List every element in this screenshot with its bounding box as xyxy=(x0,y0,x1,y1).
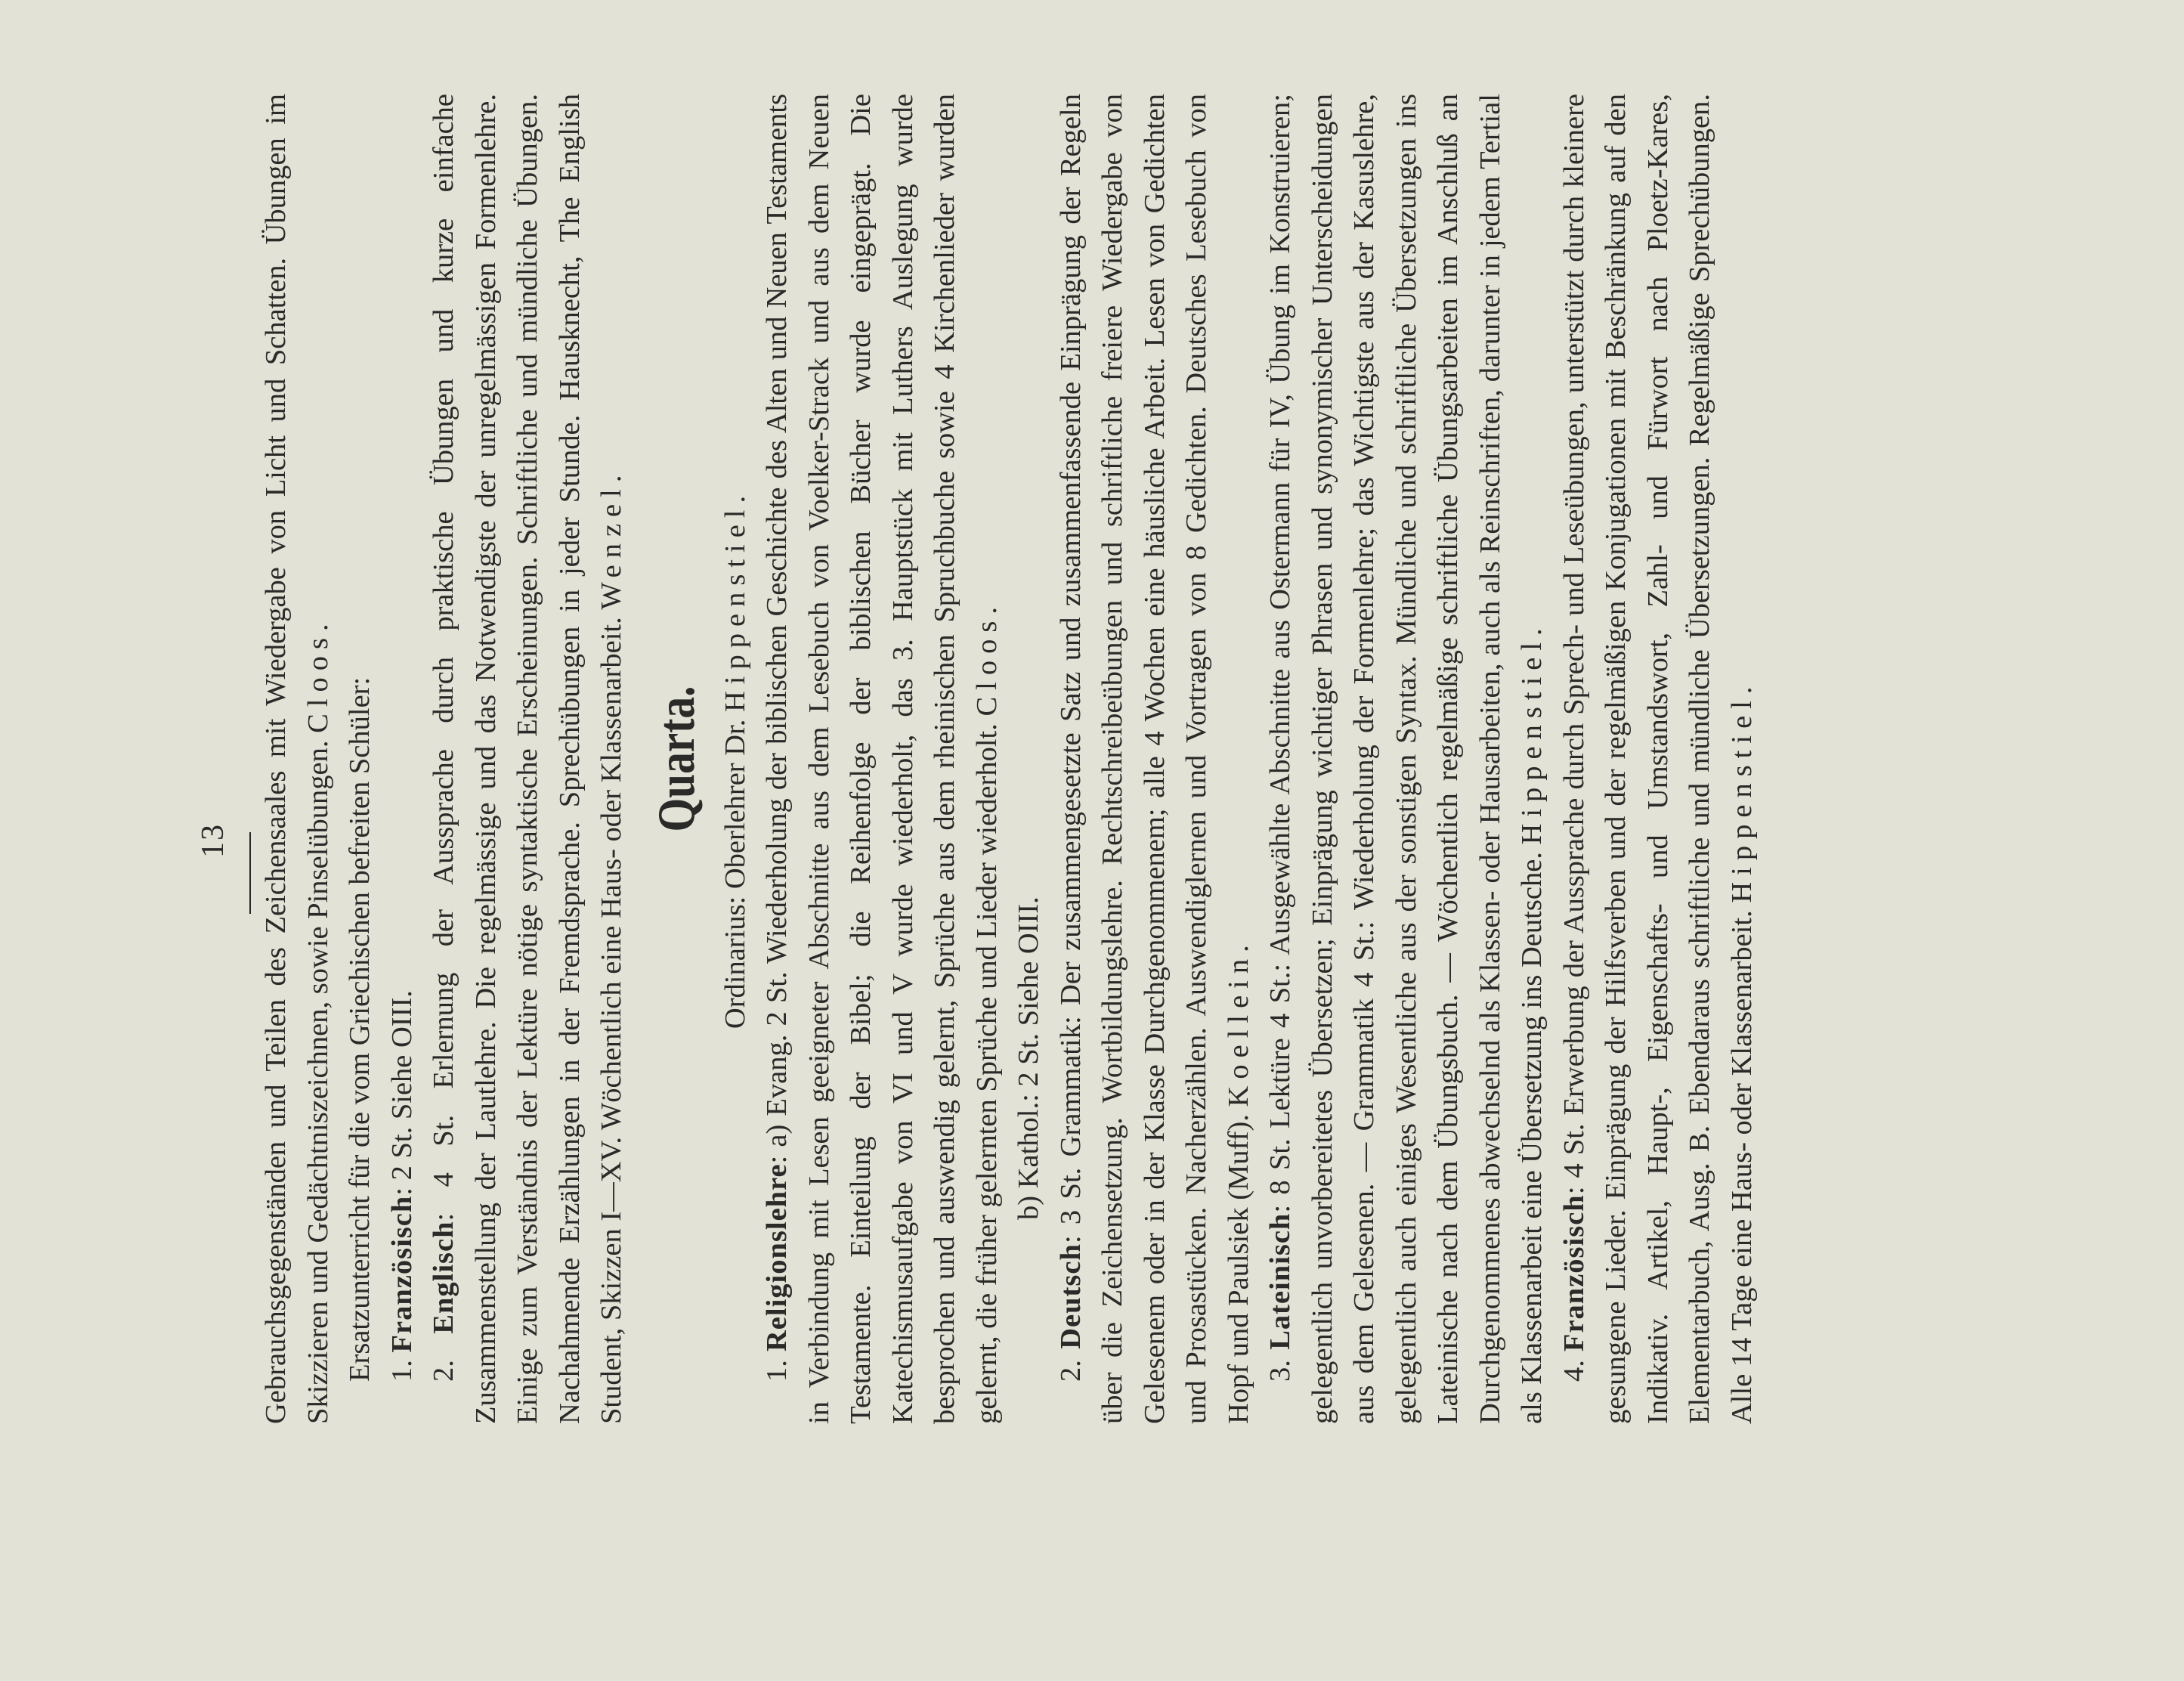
subject-title: Religionslehre xyxy=(761,1163,793,1351)
subject-title: Englisch xyxy=(428,1221,459,1334)
subject-text: : a) Evang. 2 St. Wiederholung der biblischen Geschichte des Alten und Neuen Testaments in Verbindung mit Lesen geeigneter Abschnitte aus dem Lesebuch von Voelker-Strack und aus dem Neuen Testamente. Einteilung der Bibel; die Reihenfolge der biblischen Bücher wurde eingeprägt. Die Katechismusaufgabe von VI und V wurde wiederholt, das 3. Hauptstück mit Luthers Auslegung wurde besprochen und auswendig gelernt, Sprüche aus dem rheinischen Spruchbuche sowie 4 Kirchenlieder wurden gelernt, die früher gelernten Sprüche und Lieder wiederholt. xyxy=(761,94,1003,1424)
item-number: 2. xyxy=(1054,1360,1087,1382)
teacher-name: Cloos. xyxy=(302,617,334,733)
paragraph-drawing-continuation xyxy=(255,94,339,1424)
item-number: 2. xyxy=(428,1360,459,1382)
section-heading-quarta: Quarta. xyxy=(647,686,706,832)
subject-title: Französisch xyxy=(385,1195,418,1353)
subject-text: : 4 St. Erlernung der Aussprache durch praktische Übungen und kurze einfache Zusammenstellung der Lautlehre. Die regelmässige und das Notwendigste der unregelmässigen Formenlehre. Einige zum Verständnis der Lektüre nötige syntaktische Erscheinungen. Schriftliche und mündliche Übungen. Nachahmende Erzählungen in der Fremdsprache. Sprechübungen in jeder Stunde. Hausknecht, The English Student, Skizzen I—XV. Wöchentlich eine Haus- oder Klassenarbeit. xyxy=(428,93,627,1424)
item-number: 1. xyxy=(761,1360,793,1382)
paragraph-franzoesisch-oiii xyxy=(382,94,424,1424)
page-number: 13 xyxy=(196,823,230,858)
subject-text: : 2 St. Siehe OIII. xyxy=(385,990,418,1196)
subject-title: Deutsch xyxy=(1054,1243,1087,1349)
ordinarius-label: Ordinarius: Oberlehrer Dr. xyxy=(719,719,751,1029)
item-number: 4. xyxy=(1558,1360,1590,1382)
paragraph-englisch xyxy=(423,94,633,1424)
teacher-name: Koellein. xyxy=(1222,938,1254,1107)
subject-title: Lateinisch xyxy=(1264,1212,1296,1350)
drawing-text: Gebrauchsgegenständen und Teilen des Zeichensaales mit Wiedergabe von Licht und Schatten. Übungen im Skizzieren und Gedächtniszeichnen, sowie Pinselübungen. xyxy=(260,94,334,1424)
ersatz-note: Ersatzunterricht für die vom Griechischen befreiten Schüler: xyxy=(344,676,376,1382)
ordinarius-name: Hippenstiel. xyxy=(719,488,751,713)
paragraph-lateinisch xyxy=(1260,94,1554,1424)
subject-text: : 8 St. Lektüre 4 St.: Ausgewählte Abschnitte aus Ostermann für IV, Übung im Konstruieren; gelegentlich unvorbereitetes Übersetzen; Einprägung wichtiger Phrasen und synonymischer Unterscheidungen aus dem Gelesenen. — Grammatik 4 St.: Wiederholung der Formenlehre; das Wichtigste aus der Kasuslehre, gelegentlich auch einiges Wesentliche aus der sonstigen Syntax. Mündliche und schriftliche Übersetzungen ins Lateinische nach dem Übungsbuch. — Wöchentlich regelmäßige schriftliche Übungsarbeiten im Anschluß an Durchgenommenes abwechselnd als Klassen- oder Hausarbeiten, auch als Reinschriften, darunter in jedem Tertial als Klassenarbeit eine Übersetzung ins Deutsche. xyxy=(1264,93,1548,1424)
subject-text: : 3 St. Grammatik: Der zusammengesetzte Satz und zusammenfassende Einprägung der Regeln über die Zeichensetzung. Wortbildungslehre. Rechtschreibeübungen und schriftliche freiere Wiedergabe von Gelesenem oder in der Klasse Durchgenommenem; alle 4 Wochen eine häusliche Arbeit. Lesen von Gedichten und Prosastücken. Nacherzählen. Auswendiglernen und Vortragen von 8 Gedichten. Deutsches Lesebuch von Hopf und Paulsiek (Muff). xyxy=(1054,93,1254,1424)
teacher-name: Wenzel. xyxy=(595,468,627,610)
teacher-name: Hippenstiel. xyxy=(1516,621,1548,845)
ordinarius-line xyxy=(715,94,757,1424)
teacher-name: Hippenstiel. xyxy=(1725,680,1758,903)
item-number: 3. xyxy=(1264,1360,1296,1382)
paragraph-religionslehre xyxy=(756,94,1008,1424)
page-body xyxy=(255,94,1763,1424)
paragraph-religion-kathol: b) Kathol.: 2 St. Siehe OIII. xyxy=(1013,896,1044,1220)
subject-title: Französisch xyxy=(1558,1194,1590,1352)
paragraph-deutsch xyxy=(1050,94,1261,1424)
teacher-name: Cloos. xyxy=(970,600,1003,717)
paragraph-franzoesisch-quarta xyxy=(1554,94,1764,1424)
subject-text: : 4 St. Erwerbung der Aussprache durch Sprech- und Leseübungen, unterstützt durch kleinere gesungene Lieder. Einprägung der Hilfsverben und der regelmäßigen Konjugationen mit Beschränkung auf den Indikativ. Artikel, Haupt-, Eigenschafts- und Umstandswort, Zahl- und Fürwort nach Ploetz-Kares, Elementarbuch, Ausg. B. Ebendaraus schriftliche und mündliche Übersetzungen. Regelmäßige Sprechübungen. Alle 14 Tage eine Haus- oder Klassenarbeit. xyxy=(1558,94,1758,1424)
item-number: 1. xyxy=(385,1360,418,1382)
page-number-rule xyxy=(249,832,251,914)
